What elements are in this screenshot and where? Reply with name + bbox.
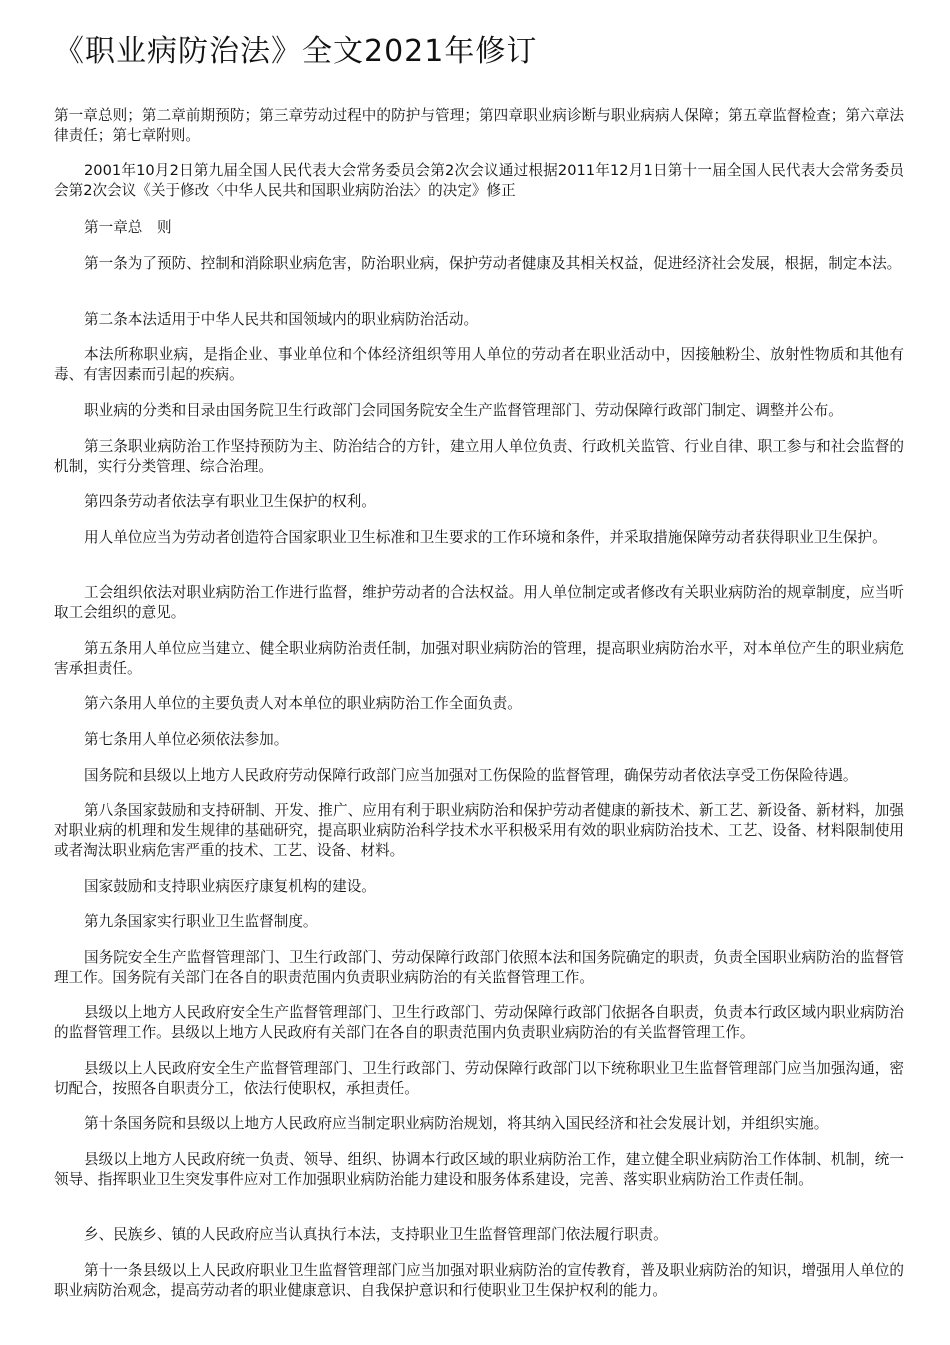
article-4: 第四条劳动者依法享有职业卫生保护的权利。 (84, 493, 376, 510)
article-2: 第二条本法适用于中华人民共和国领域内的职业病防治活动。 (84, 311, 479, 328)
article-4-paragraph: 用人单位应当为劳动者创造符合国家职业卫生标准和卫生要求的工作环境和条件，并采取措施保障劳动者获得职业卫生保护。 (84, 529, 887, 546)
chapter-summary: 第一章总则；第二章前期预防；第三章劳动过程中的防护与管理；第四章职业病诊断与职业病病人保障；第五章监督检查；第六章法律责任；第七章附则。 (54, 107, 904, 144)
article-9-paragraph: 县级以上人民政府安全生产监督管理部门、卫生行政部门、劳动保障行政部门以下统称职业卫生监督管理部门应当加强沟通，密切配合，按照各自职责分工，依法行使职权，承担责任。 (54, 1060, 904, 1097)
article-2-paragraph: 职业病的分类和目录由国务院卫生行政部门会同国务院安全生产监督管理部门、劳动保障行政部门制定、调整并公布。 (84, 402, 843, 419)
article-9-paragraph: 国务院安全生产监督管理部门、卫生行政部门、劳动保障行政部门依照本法和国务院确定的职责，负责全国职业病防治的监督管理工作。国务院有关部门在各自的职责范围内负责职业病防治的有关监督管理工作。 (54, 949, 904, 986)
article-7-paragraph: 国务院和县级以上地方人民政府劳动保障行政部门应当加强对工伤保险的监督管理，确保劳动者依法享受工伤保险待遇。 (84, 767, 858, 784)
article-8: 第八条国家鼓励和支持研制、开发、推广、应用有利于职业病防治和保护劳动者健康的新技术、新工艺、新设备、新材料，加强对职业病的机理和发生规律的基础研究，提高职业病防治科学技术水平积极采用有效的职业病防治技术、工艺、设备、材料限制使用或者淘汰职业病危害严重的技术、工艺、设备、材料。 (54, 802, 904, 859)
article-1: 第一条为了预防、控制和消除职业病危害，防治职业病，保护劳动者健康及其相关权益，促进经济社会发展，根据，制定本法。 (84, 255, 902, 272)
article-5: 第五条用人单位应当建立、健全职业病防治责任制，加强对职业病防治的管理，提高职业病防治水平，对本单位产生的职业病危害承担责任。 (54, 640, 904, 677)
article-10-paragraph: 县级以上地方人民政府统一负责、领导、组织、协调本行政区域的职业病防治工作，建立健全职业病防治工作体制、机制，统一领导、指挥职业卫生突发事件应对工作加强职业病防治能力建设和服务体系建设，完善、落实职业病防治工作责任制。 (54, 1151, 904, 1188)
article-3: 第三条职业病防治工作坚持预防为主、防治结合的方针，建立用人单位负责、行政机关监管、行业自律、职工参与和社会监督的机制，实行分类管理、综合治理。 (54, 438, 904, 475)
article-6: 第六条用人单位的主要负责人对本单位的职业病防治工作全面负责。 (84, 695, 522, 712)
article-9: 第九条国家实行职业卫生监督制度。 (84, 913, 318, 930)
article-11: 第十一条县级以上人民政府职业卫生监督管理部门应当加强对职业病防治的宣传教育，普及职业病防治的知识，增强用人单位的职业病防治观念，提高劳动者的职业健康意识、自我保护意识和行使职业卫生保护权利的能力。 (54, 1262, 904, 1299)
article-10: 第十条国务院和县级以上地方人民政府应当制定职业病防治规划，将其纳入国民经济和社会发展计划，并组织实施。 (84, 1115, 829, 1132)
amendment-note: 2001年10月2日第九届全国人民代表大会常务委员会第2次会议通过根据2011年12月1日第十一届全国人民代表大会常务委员会第2次会议《关于修改〈中华人民共和国职业病防治法〉的决定》修正 (54, 162, 904, 199)
chapter-heading: 第一章总 则 (84, 219, 172, 236)
document-title: 《职业病防治法》全文2021年修订 (54, 34, 538, 69)
article-8-paragraph: 国家鼓励和支持职业病医疗康复机构的建设。 (84, 878, 376, 895)
article-4-paragraph: 工会组织依法对职业病防治工作进行监督，维护劳动者的合法权益。用人单位制定或者修改有关职业病防治的规章制度，应当听取工会组织的意见。 (54, 584, 904, 621)
article-2-paragraph: 本法所称职业病，是指企业、事业单位和个体经济组织等用人单位的劳动者在职业活动中，因接触粉尘、放射性物质和其他有毒、有害因素而引起的疾病。 (54, 346, 904, 383)
article-9-paragraph: 县级以上地方人民政府安全生产监督管理部门、卫生行政部门、劳动保障行政部门依据各自职责，负责本行政区域内职业病防治的监督管理工作。县级以上地方人民政府有关部门在各自的职责范围内负责职业病防治的有关监督管理工作。 (54, 1004, 904, 1041)
article-10-paragraph: 乡、民族乡、镇的人民政府应当认真执行本法，支持职业卫生监督管理部门依法履行职责。 (84, 1226, 668, 1243)
article-7: 第七条用人单位必须依法参加。 (84, 731, 289, 748)
